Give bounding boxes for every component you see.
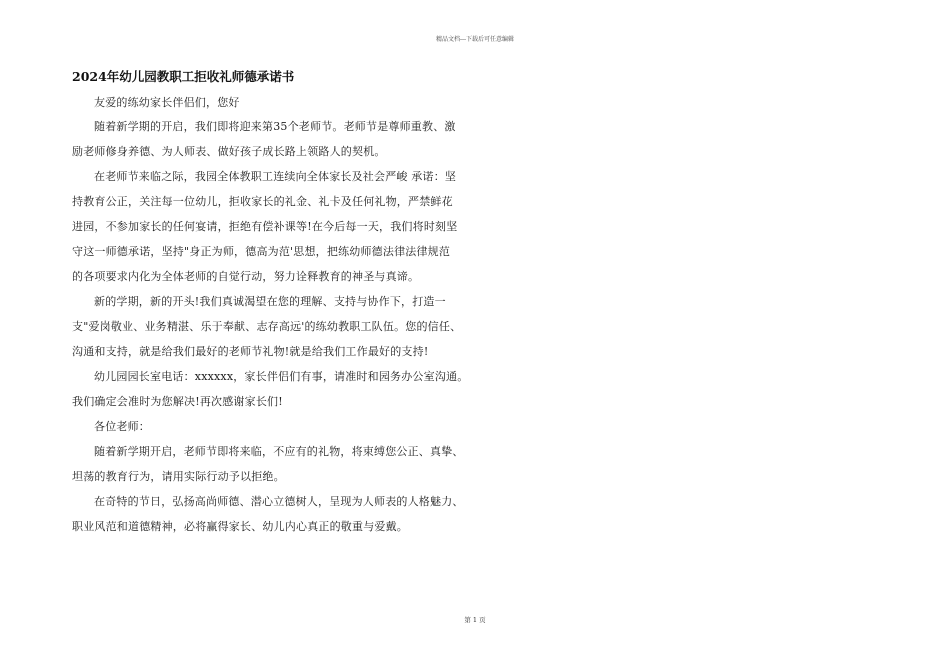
- document-title: 2024年幼儿园教职工拒收礼师德承诺书: [72, 69, 295, 84]
- greeting-parents: 友爱的练幼家长伴侣们，您好: [94, 96, 240, 109]
- paragraph-line: 随着新学期的开启，我们即将迎来第35个老师节。老师节是尊师重教、激: [94, 120, 456, 133]
- paragraph-line: 进园，不参加家长的任何宴请，拒绝有偿补课等!在今后每一天，我们将时刻坚: [72, 220, 458, 233]
- paragraph-line: 支"爱岗敬业、业务精湛、乐于奉献、志存高远'的练幼教职工队伍。您的信任、: [72, 320, 462, 333]
- paragraph-line: 坦荡的教育行为，请用实际行动予以拒绝。: [72, 470, 285, 483]
- paragraph-line: 的各项要求内化为全体老师的自觉行动，努力诠释教育的神圣与真谛。: [72, 270, 420, 283]
- paragraph-line: 在老师节来临之际，我园全体教职工连续向全体家长及社会严峻 承诺：坚: [94, 170, 457, 183]
- paragraph-line: 在奇特的节日，弘扬高尚师德、潜心立德树人，呈现为人师表的人格魅力、: [94, 495, 464, 508]
- paragraph-line: 幼儿园园长室电话：xxxxxx，家长伴侣们有事，请准时和园务办公室沟通。: [94, 370, 469, 383]
- paragraph-line: 守这一师德承诺，坚持"身正为师，德高为范'思想，把练幼师德法律法律规范: [72, 245, 451, 258]
- paragraph-line: 我们确定会准时为您解决!再次感谢家长们!: [72, 395, 283, 408]
- paragraph-line: 职业风范和道德精神，必将赢得家长、幼儿内心真正的敬重与爱戴。: [72, 520, 408, 533]
- page-number: 第 1 页: [464, 616, 486, 624]
- paragraph-line: 沟通和支持，就是给我们最好的老师节礼物!就是给我们工作最好的支持!: [72, 345, 429, 358]
- greeting-teachers: 各位老师：: [94, 420, 150, 433]
- header-note: 精品文档---下载后可任意编辑: [435, 36, 515, 43]
- paragraph-line: 新的学期，新的开头!我们真诚渴望在您的理解、支持与协作下，打造一: [94, 295, 446, 308]
- paragraph-line: 持教育公正，关注每一位幼儿，拒收家长的礼金、礼卡及任何礼物，严禁鲜花: [72, 195, 453, 208]
- paragraph-line: 励老师修身养德、为人师表、做好孩子成长路上领路人的契机。: [72, 145, 386, 158]
- paragraph-line: 随着新学期开启，老师节即将来临，不应有的礼物，将束缚您公正、真挚、: [94, 445, 464, 458]
